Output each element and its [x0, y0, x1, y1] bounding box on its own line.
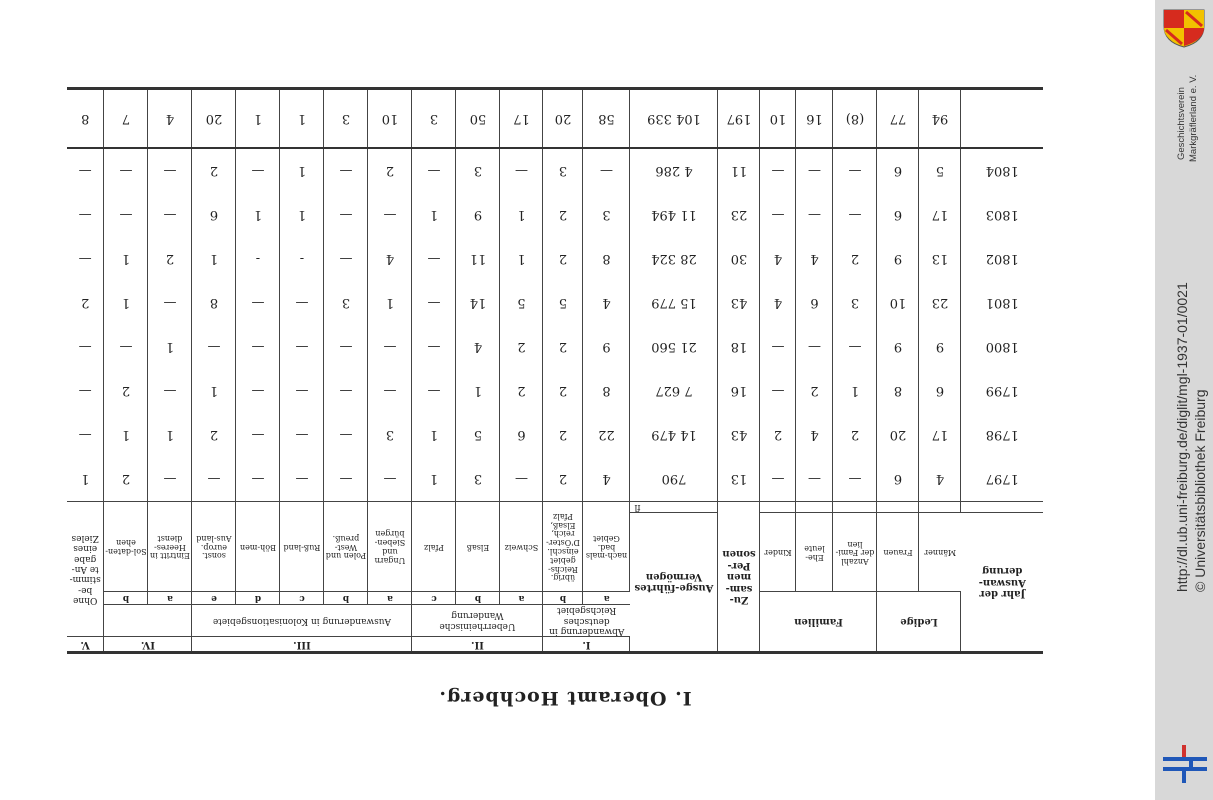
header-group-II-roman: II.	[412, 637, 543, 653]
cell-IIb: 9	[456, 193, 500, 237]
cell-IIc: —	[412, 148, 456, 193]
cell-V: —	[67, 369, 104, 413]
total-verm: 104 339	[630, 88, 718, 148]
coat-of-arms-icon	[1162, 8, 1206, 48]
cell-IIc: —	[412, 369, 456, 413]
header-group-I-roman: I.	[543, 637, 630, 653]
header-II-b-text: Elsaß	[456, 501, 500, 591]
cell-fam: —	[833, 193, 877, 237]
cell-IVb: 2	[104, 457, 148, 502]
cell-V: —	[67, 325, 104, 369]
cell-IIc: 1	[412, 457, 456, 502]
header-III-b: b	[324, 591, 368, 604]
header-ledige: Ledige	[877, 591, 961, 652]
cell-IVb: 2	[104, 369, 148, 413]
cell-IIb: 14	[456, 281, 500, 325]
cell-verm: 4 286	[630, 148, 718, 193]
cell-IIIe: 2	[192, 413, 236, 457]
cell-zus: 23	[718, 193, 760, 237]
total-IIId: 1	[236, 88, 280, 148]
cell-IIIb: —	[324, 457, 368, 502]
cell-IIc: 1	[412, 193, 456, 237]
header-anzahl-spacer	[833, 501, 877, 512]
cell-Ib: 2	[543, 237, 583, 281]
cell-IIIb: —	[324, 413, 368, 457]
total-IIa: 17	[500, 88, 543, 148]
header-vermoegen: Ausge-führtes Vermögen	[630, 512, 718, 652]
cell-zus: 18	[718, 325, 760, 369]
cell-kind: 4	[760, 281, 796, 325]
header-III-a-text: Ungarn und Sieben-bürgen	[368, 501, 412, 591]
header-II-c-text: Pfalz	[412, 501, 456, 591]
header-III-c-text: Ruß-land	[280, 501, 324, 591]
cell-IVa: —	[148, 281, 192, 325]
cell-verm: 790	[630, 457, 718, 502]
total-V: 8	[67, 88, 104, 148]
cell-IVb: 1	[104, 413, 148, 457]
cell-Ib: 2	[543, 193, 583, 237]
cell-IVb: —	[104, 148, 148, 193]
cell-IIIc: —	[280, 457, 324, 502]
cell-IIIb: —	[324, 193, 368, 237]
cell-IIb: 3	[456, 148, 500, 193]
cell-IIa: 1	[500, 237, 543, 281]
header-group-III: Auswanderung in Kolonisationsgebiete	[192, 604, 412, 636]
year-cell: 1804	[985, 163, 1019, 179]
emigration-table	[67, 87, 1043, 654]
table-row	[67, 369, 1043, 413]
cell-IIIa: 3	[368, 413, 412, 457]
cell-IVa: 1	[148, 413, 192, 457]
table-row	[67, 413, 1043, 457]
year-cell: 1801	[985, 295, 1019, 311]
cell-f: 6	[877, 193, 919, 237]
cell-ehe: 6	[796, 281, 833, 325]
cell-ehe: 4	[796, 413, 833, 457]
cell-Ia: 4	[583, 457, 630, 502]
cell-zus: 30	[718, 237, 760, 281]
total-fam: (8)	[833, 88, 877, 148]
cell-IIIb: 3	[324, 281, 368, 325]
header-group-V-roman: V.	[67, 637, 104, 653]
header-jahr-spacer	[961, 501, 1043, 512]
cell-V: —	[67, 413, 104, 457]
table-row	[67, 281, 1043, 325]
header-II-a: a	[500, 591, 543, 604]
header-II-a-text: Schweiz	[500, 501, 543, 591]
cell-m: 5	[919, 148, 961, 193]
cell-m: 23	[919, 281, 961, 325]
cell-verm: 7 627	[630, 369, 718, 413]
cell-IIc: —	[412, 325, 456, 369]
cell-ehe: —	[796, 193, 833, 237]
cell-IIIa: 1	[368, 281, 412, 325]
header-III-d: d	[236, 591, 280, 604]
header-group-II: Ueberrheinische Wanderung	[412, 604, 543, 636]
cell-Ib: 2	[543, 325, 583, 369]
cell-ehe: —	[796, 457, 833, 502]
cell-IIIe: 8	[192, 281, 236, 325]
cell-Ia: 22	[583, 413, 630, 457]
cell-IIId: —	[236, 413, 280, 457]
cell-IIIb: —	[324, 148, 368, 193]
source-url-link[interactable]: http://dl.ub.uni-freiburg.de/diglit/mgl-1937-01/0021	[1174, 282, 1190, 592]
table-row	[67, 457, 1043, 502]
cell-IIIa: —	[368, 325, 412, 369]
cell-ehe: 4	[796, 237, 833, 281]
cell-IIIc: 1	[280, 148, 324, 193]
header-kinder-spacer	[760, 501, 796, 512]
cell-verm: 11 494	[630, 193, 718, 237]
cell-zus: 16	[718, 369, 760, 413]
cell-IIa: —	[500, 457, 543, 502]
university-library-logo-icon	[1163, 745, 1207, 783]
cell-IIIb: —	[324, 237, 368, 281]
header-group-I: Abwanderung in deutsches Reichsgebiet	[543, 604, 630, 636]
cell-IIIe: —	[192, 325, 236, 369]
total-IIIc: 1	[280, 88, 324, 148]
cell-m: 17	[919, 193, 961, 237]
cell-IVa: 2	[148, 237, 192, 281]
cell-IVa: —	[148, 369, 192, 413]
cell-f: 10	[877, 281, 919, 325]
cell-fam: —	[833, 457, 877, 502]
cell-IIa: 2	[500, 325, 543, 369]
header-I-a-text: nach-mals bad. Gebiet	[583, 501, 630, 591]
cell-IIIc: —	[280, 281, 324, 325]
cell-IIc: 1	[412, 413, 456, 457]
header-III-c: c	[280, 591, 324, 604]
cell-IVa: —	[148, 148, 192, 193]
cell-IIIa: —	[368, 369, 412, 413]
cell-m: 4	[919, 457, 961, 502]
cell-IIIc: 1	[280, 193, 324, 237]
header-anzahl-familien: Anzahl der Fami-lien	[833, 512, 877, 591]
cell-ehe: —	[796, 325, 833, 369]
header-jahr: Jahr der Auswan-derung	[961, 512, 1043, 652]
cell-m: 17	[919, 413, 961, 457]
header-IV-b: b	[104, 591, 148, 604]
cell-ehe: —	[796, 148, 833, 193]
page-title: I. Oberamt Hochberg.	[438, 687, 692, 709]
totals-row	[67, 88, 1043, 148]
cell-IIb: 1	[456, 369, 500, 413]
cell-f: 6	[877, 148, 919, 193]
cell-zus: 43	[718, 281, 760, 325]
total-IIc: 3	[412, 88, 456, 148]
header-frauen-spacer	[877, 501, 919, 512]
cell-IIId: —	[236, 281, 280, 325]
header-III-a: a	[368, 591, 412, 604]
cell-IIa: 1	[500, 193, 543, 237]
header-eheleute-spacer	[796, 501, 833, 512]
cell-V: —	[67, 148, 104, 193]
header-III-e: e	[192, 591, 236, 604]
cell-zus: 11	[718, 148, 760, 193]
cell-IIIe: 1	[192, 369, 236, 413]
total-IVb: 7	[104, 88, 148, 148]
header-I-a: a	[583, 591, 630, 604]
cell-IVa: —	[148, 193, 192, 237]
cell-V: —	[67, 237, 104, 281]
cell-Ia: 8	[583, 237, 630, 281]
table-body	[67, 88, 1043, 501]
cell-Ib: 3	[543, 148, 583, 193]
cell-Ia: 3	[583, 193, 630, 237]
cell-kind: —	[760, 148, 796, 193]
cell-IIc: —	[412, 281, 456, 325]
total-ehe: 16	[796, 88, 833, 148]
total-IIIe: 20	[192, 88, 236, 148]
org-name-line2: Markgräflerland e. V.	[1188, 74, 1199, 162]
cell-IIIb: —	[324, 369, 368, 413]
cell-IIIe: 1	[192, 237, 236, 281]
header-IV-b-text: Sol-daten-ehen	[104, 501, 148, 591]
total-m: 94	[919, 88, 961, 148]
cell-verm: 15 779	[630, 281, 718, 325]
cell-IIa: 6	[500, 413, 543, 457]
cell-IIIe: 2	[192, 148, 236, 193]
header-maenner-spacer	[919, 501, 961, 512]
cell-kind: 4	[760, 237, 796, 281]
cell-f: 8	[877, 369, 919, 413]
year-cell: 1799	[985, 383, 1019, 399]
cell-f: 20	[877, 413, 919, 457]
cell-V: —	[67, 193, 104, 237]
cell-V: 1	[67, 457, 104, 502]
cell-m: 6	[919, 369, 961, 413]
cell-IIId: —	[236, 325, 280, 369]
table-row	[67, 237, 1043, 281]
cell-IIb: 4	[456, 325, 500, 369]
header-group-IV-blank	[104, 604, 192, 636]
year-cell: 1798	[985, 427, 1019, 443]
cell-IVb: 1	[104, 237, 148, 281]
cell-kind: —	[760, 457, 796, 502]
header-III-e-text: sonst. europ. Aus-land	[192, 501, 236, 591]
cell-IIId: 1	[236, 193, 280, 237]
totals-label-cell	[961, 88, 1043, 148]
total-f: 77	[877, 88, 919, 148]
cell-IIId: —	[236, 369, 280, 413]
total-kind: 10	[760, 88, 796, 148]
cell-IIIc: —	[280, 325, 324, 369]
header-kinder: Kinder	[760, 512, 796, 591]
cell-IVb: 1	[104, 281, 148, 325]
cell-IVa: 1	[148, 325, 192, 369]
total-IIIb: 3	[324, 88, 368, 148]
cell-IIIe: 6	[192, 193, 236, 237]
cell-IIa: 2	[500, 369, 543, 413]
table-row	[67, 193, 1043, 237]
cell-m: 13	[919, 237, 961, 281]
cell-fam: —	[833, 148, 877, 193]
header-group-III-roman: III.	[192, 637, 412, 653]
cell-IIIc: -	[280, 237, 324, 281]
year-cell: 1800	[985, 339, 1019, 355]
cell-verm: 14 479	[630, 413, 718, 457]
header-eheleute: Ehe-leute	[796, 512, 833, 591]
cell-IIIa: 2	[368, 148, 412, 193]
cell-IIIa: 4	[368, 237, 412, 281]
cell-IIIa: —	[368, 193, 412, 237]
header-maenner: Männer	[919, 512, 961, 591]
cell-V: 2	[67, 281, 104, 325]
cell-f: 6	[877, 457, 919, 502]
cell-kind: —	[760, 325, 796, 369]
cell-ehe: 2	[796, 369, 833, 413]
header-III-d-text: Böh-men	[236, 501, 280, 591]
header-II-c: c	[412, 591, 456, 604]
year-cell: 1797	[985, 471, 1019, 487]
total-IVa: 4	[148, 88, 192, 148]
header-II-b: b	[456, 591, 500, 604]
cell-IIIa: —	[368, 457, 412, 502]
cell-zus: 13	[718, 457, 760, 502]
cell-kind: 2	[760, 413, 796, 457]
total-Ia: 58	[583, 88, 630, 148]
cell-fam: 2	[833, 413, 877, 457]
cell-IIId: -	[236, 237, 280, 281]
header-V-text: Ohne be-stimm-te An-gabe eines Zieles	[67, 501, 104, 636]
header-IV-a: a	[148, 591, 192, 604]
cell-IIa: 5	[500, 281, 543, 325]
cell-Ib: 5	[543, 281, 583, 325]
cell-fam: 2	[833, 237, 877, 281]
cell-verm: 21 560	[630, 325, 718, 369]
header-group-IV-roman: IV.	[104, 637, 192, 653]
cell-IIc: —	[412, 237, 456, 281]
header-frauen: Frauen	[877, 512, 919, 591]
total-IIb: 50	[456, 88, 500, 148]
cell-Ib: 2	[543, 369, 583, 413]
cell-kind: —	[760, 193, 796, 237]
cell-IIIc: —	[280, 369, 324, 413]
cell-Ib: 2	[543, 413, 583, 457]
cell-fam: 1	[833, 369, 877, 413]
cell-Ib: 2	[543, 457, 583, 502]
year-cell: 1803	[985, 207, 1019, 223]
cell-Ia: 4	[583, 281, 630, 325]
total-IIIa: 10	[368, 88, 412, 148]
header-zusammen: Zu-sam-men Per-sonen	[718, 501, 760, 652]
header-I-b-text: übrig. Reichs-gebiet einschl. D'Öster-reich, Elsaß, Pfalz	[543, 501, 583, 591]
cell-IIId: —	[236, 148, 280, 193]
cell-IVb: —	[104, 193, 148, 237]
cell-kind: —	[760, 369, 796, 413]
table-row	[67, 148, 1043, 193]
cell-IIIe: —	[192, 457, 236, 502]
copyright-text: © Universitätsbibliothek Freiburg	[1192, 389, 1208, 592]
cell-Ia: —	[583, 148, 630, 193]
cell-zus: 43	[718, 413, 760, 457]
cell-IIb: 3	[456, 457, 500, 502]
cell-IIIb: —	[324, 325, 368, 369]
table-row	[67, 325, 1043, 369]
total-Ib: 20	[543, 88, 583, 148]
cell-m: 9	[919, 325, 961, 369]
cell-IIId: —	[236, 457, 280, 502]
cell-fam: 3	[833, 281, 877, 325]
total-zus: 197	[718, 88, 760, 148]
header-III-b-text: Polen und West-preuß.	[324, 501, 368, 591]
cell-IIa: —	[500, 148, 543, 193]
header-vermoegen-unit: fl	[630, 501, 718, 512]
header-I-b: b	[543, 591, 583, 604]
cell-IVa: —	[148, 457, 192, 502]
cell-Ia: 8	[583, 369, 630, 413]
cell-IIIc: —	[280, 413, 324, 457]
year-cell: 1802	[985, 251, 1019, 267]
header-familien: Familien	[760, 591, 877, 652]
cell-f: 9	[877, 237, 919, 281]
cell-IIb: 5	[456, 413, 500, 457]
cell-Ia: 9	[583, 325, 630, 369]
cell-verm: 28 324	[630, 237, 718, 281]
cell-fam: —	[833, 325, 877, 369]
org-name-line1: Geschichtsverein	[1176, 87, 1187, 160]
cell-f: 9	[877, 325, 919, 369]
header-IV-a-text: Eintritt in Heeres-dienst	[148, 501, 192, 591]
cell-IIb: 11	[456, 237, 500, 281]
cell-IVb: —	[104, 325, 148, 369]
